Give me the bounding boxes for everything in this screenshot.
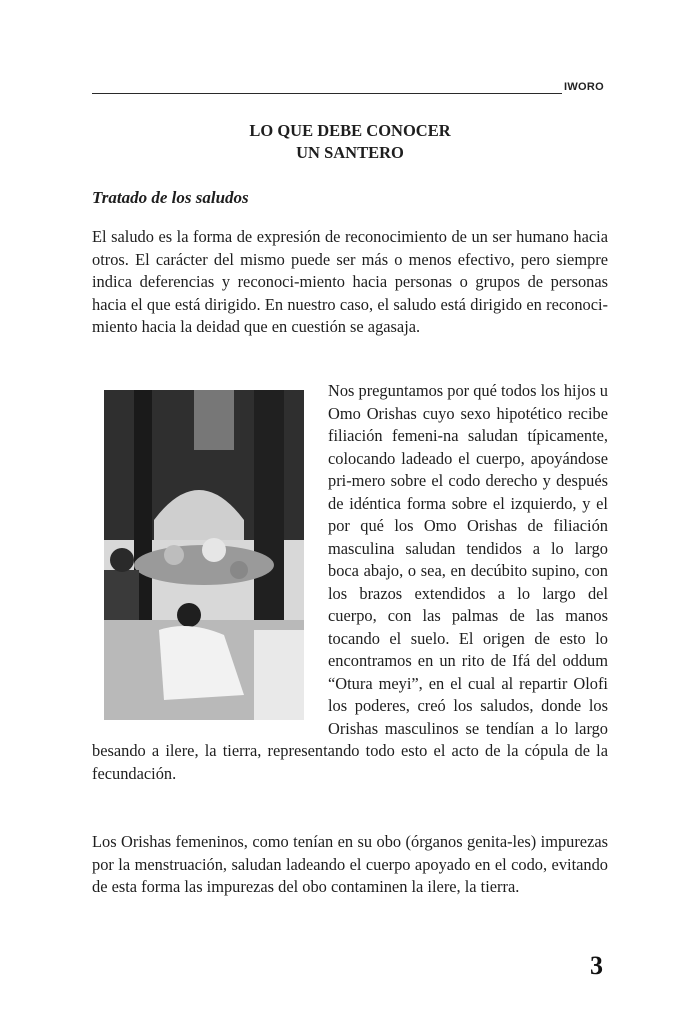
paragraph-2: Nos preguntamos por qué todos los hijos u Omo Orishas cuyo sexo hipotético recibe filiación femeni-na saludan típicamente, colocando ladeado el cuerpo, apoyándose pri-mero sobre el codo derecho y después de idéntica forma sobre el izquierdo, y el por qué los Omo Orishas de filiación masculina saludan tendidos a lo largo boca abajo, o sea, en decúbito supino, con los brazos extendidos a lo largo del cuerpo, con las palmas de las manos tocando el suelo. El origen de esto lo encontramos en un rito de Ifá del oddum “Otura meyi”, en el cual al repartir Olofi los poderes, creó los saludos, donde los Orishas masculinos se tendían a lo largo besando a ilere, la tierra, representando todo esto el acto de la cópula de la fecundación. <box>92 381 608 783</box>
chapter-title-line-2: UN SANTERO <box>296 143 404 162</box>
chapter-title <box>92 120 608 164</box>
section-subtitle: Tratado de los saludos <box>92 188 249 207</box>
chapter-title-line-1: LO QUE DEBE CONOCER <box>249 121 451 140</box>
text-with-photo <box>92 380 608 785</box>
ritual-photo <box>104 390 304 720</box>
page-number: 3 <box>590 951 603 980</box>
paragraph-3: Los Orishas femeninos, como tenían en su obo (órganos genita-les) impurezas por la menstruación, saludan ladeando el cuerpo apoyado en el codo, evitando de esta forma las impurezas del obo contaminen la ilere, la tierra. <box>92 832 608 896</box>
paragraph-1: El saludo es la forma de expresión de reconocimiento de un ser humano hacia otros. El carácter del mismo puede ser más o menos efectivo, pero siempre indica deferencias y reconoci-miento hacia personas o grupos de personas hacia el que está dirigido. En nuestro caso, el saludo está dirigido en reconoci-miento hacia la deidad que en cuestión se agasaja. <box>92 227 608 336</box>
running-head: IWORO <box>564 81 604 93</box>
ritual-photo-illustration <box>104 390 304 720</box>
header-rule <box>92 93 562 94</box>
